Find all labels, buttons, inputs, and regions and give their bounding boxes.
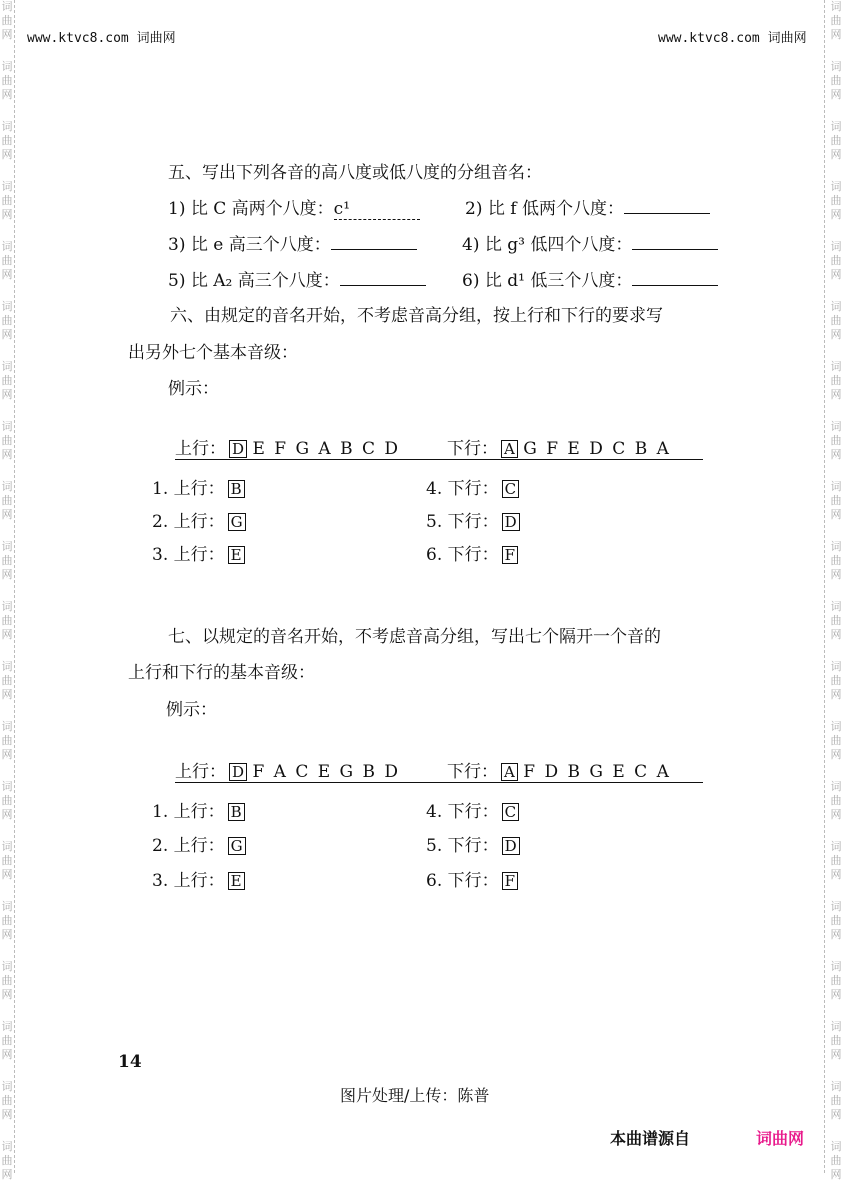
start-note-box: C xyxy=(502,480,519,498)
side-watermark-char: 曲 xyxy=(1,674,13,687)
side-watermark-char: 网 xyxy=(1,28,13,41)
side-watermark-char: 词 xyxy=(830,0,842,13)
side-watermark-char: 曲 xyxy=(1,914,13,927)
side-watermark-char: 网 xyxy=(1,328,13,341)
item-label: 1. 上行： xyxy=(152,479,225,499)
side-watermark-char: 词 xyxy=(1,0,13,13)
side-watermark-char: 曲 xyxy=(1,854,13,867)
example-underline xyxy=(175,782,703,783)
side-watermark-char: 网 xyxy=(830,688,842,701)
side-watermark-char: 网 xyxy=(830,1108,842,1121)
side-watermark-char: 词 xyxy=(1,360,13,373)
side-watermark-char: 网 xyxy=(830,748,842,761)
side-watermark-char: 曲 xyxy=(830,554,842,567)
side-watermark-char: 网 xyxy=(830,808,842,821)
side-watermark-char: 词 xyxy=(1,1080,13,1093)
side-watermark-char: 词 xyxy=(1,60,13,73)
s7-example-down: 下行： A F D B G E C A xyxy=(447,762,671,782)
side-watermark-char: 网 xyxy=(1,268,13,281)
exercise-item xyxy=(426,507,520,532)
example-underline xyxy=(175,459,703,460)
start-note-box: D xyxy=(502,513,520,531)
side-watermark-char: 曲 xyxy=(1,614,13,627)
side-watermark-char: 曲 xyxy=(1,374,13,387)
side-watermark-char: 词 xyxy=(1,900,13,913)
side-watermark-char: 网 xyxy=(1,1168,13,1181)
side-watermark-char: 曲 xyxy=(830,854,842,867)
side-watermark-char: 曲 xyxy=(830,314,842,327)
item-label: 3. 上行： xyxy=(152,871,225,891)
s6-example-up: 上行： D E F G A B C D xyxy=(175,439,401,459)
section6-example-label: 例示： xyxy=(168,379,219,399)
side-watermark-char: 曲 xyxy=(1,734,13,747)
side-watermark-char: 词 xyxy=(1,540,13,553)
exercise-item xyxy=(426,540,518,565)
side-watermark-char: 网 xyxy=(1,1048,13,1061)
side-watermark-char: 曲 xyxy=(830,614,842,627)
side-watermark-char: 网 xyxy=(1,868,13,881)
side-watermark-char: 词 xyxy=(1,300,13,313)
section7-title-line1: 七、以规定的音名开始，不考虑音高分组，写出七个隔开一个音的 xyxy=(168,627,661,647)
answer-field[interactable]: c¹ xyxy=(334,199,420,220)
start-note-box: G xyxy=(228,513,246,531)
side-watermark-char: 词 xyxy=(830,780,842,793)
side-watermark-char: 网 xyxy=(830,88,842,101)
side-watermark-char: 曲 xyxy=(830,134,842,147)
side-watermark-char: 词 xyxy=(1,1140,13,1153)
s6-example-down: 下行： A G F E D C B A xyxy=(447,439,671,459)
side-watermark-char: 曲 xyxy=(830,734,842,747)
side-watermark-char: 曲 xyxy=(830,794,842,807)
side-watermark-char: 曲 xyxy=(1,254,13,267)
side-watermark-char: 网 xyxy=(1,808,13,821)
right-dashed-border xyxy=(824,0,825,1173)
side-watermark-char: 曲 xyxy=(1,494,13,507)
s7-example-up: 上行： D F A C E G B D xyxy=(175,762,401,782)
side-watermark-char: 曲 xyxy=(830,254,842,267)
side-watermark-char: 网 xyxy=(830,628,842,641)
side-watermark-char: 曲 xyxy=(830,374,842,387)
side-watermark-char: 曲 xyxy=(1,434,13,447)
side-watermark-char: 词 xyxy=(830,1020,842,1033)
side-watermark-char: 曲 xyxy=(1,14,13,27)
s5-item-2: 2) 比 f 低两个八度： xyxy=(465,194,710,219)
side-watermark-char: 网 xyxy=(830,1048,842,1061)
side-watermark-char: 曲 xyxy=(830,434,842,447)
start-note-box: E xyxy=(228,872,245,890)
side-watermark-char: 词 xyxy=(830,180,842,193)
side-watermark-char: 词 xyxy=(830,960,842,973)
section7-title-line2: 上行和下行的基本音级： xyxy=(128,663,315,683)
side-watermark-char: 网 xyxy=(830,388,842,401)
section6-title-line2: 出另外七个基本音级： xyxy=(128,343,298,363)
side-watermark-char: 词 xyxy=(1,600,13,613)
s5-item-6: 6) 比 d¹ 低三个八度： xyxy=(462,266,718,291)
side-watermark-char: 词 xyxy=(830,1140,842,1153)
side-watermark-char: 词 xyxy=(1,660,13,673)
side-watermark-char: 网 xyxy=(1,448,13,461)
side-watermark-char: 曲 xyxy=(830,1034,842,1047)
side-watermark-char: 词 xyxy=(830,360,842,373)
side-watermark-char: 曲 xyxy=(830,674,842,687)
side-watermark-char: 词 xyxy=(1,420,13,433)
side-watermark-char: 词 xyxy=(830,300,842,313)
side-watermark-char: 网 xyxy=(830,268,842,281)
answer-field[interactable] xyxy=(331,235,417,250)
exercise-item xyxy=(152,540,245,565)
side-watermark-char: 曲 xyxy=(1,134,13,147)
start-note-box: G xyxy=(228,837,246,855)
side-watermark-char: 网 xyxy=(830,928,842,941)
side-watermark-char: 网 xyxy=(830,868,842,881)
item-label: 2. 上行： xyxy=(152,512,225,532)
side-watermark-char: 曲 xyxy=(830,14,842,27)
start-note-box: F xyxy=(502,546,518,564)
start-note-box: B xyxy=(228,803,245,821)
source-site-link[interactable]: 词曲网 xyxy=(756,1129,805,1148)
answer-field[interactable] xyxy=(632,271,718,286)
side-watermark-char: 词 xyxy=(1,180,13,193)
side-watermark-char: 曲 xyxy=(1,194,13,207)
side-watermark-char: 曲 xyxy=(1,554,13,567)
side-watermark-char: 词 xyxy=(830,420,842,433)
side-watermark-char: 曲 xyxy=(830,1154,842,1167)
side-watermark-char: 网 xyxy=(830,568,842,581)
item-label: 2. 上行： xyxy=(152,836,225,856)
side-watermark-char: 词 xyxy=(830,900,842,913)
s5-item-4: 4) 比 g³ 低四个八度： xyxy=(462,230,718,255)
side-watermark-char: 网 xyxy=(830,988,842,1001)
exercise-item xyxy=(152,831,246,856)
section6-title-line1: 六、由规定的音名开始，不考虑音高分组，按上行和下行的要求写 xyxy=(170,306,663,326)
start-note-box: D xyxy=(502,837,520,855)
s5-item-3: 3) 比 e 高三个八度： xyxy=(168,230,417,255)
exercise-item xyxy=(426,831,520,856)
side-watermark-char: 词 xyxy=(830,480,842,493)
side-watermark-char: 曲 xyxy=(830,74,842,87)
side-watermark-char: 曲 xyxy=(830,974,842,987)
side-watermark-char: 词 xyxy=(830,1080,842,1093)
section7-example-label: 例示： xyxy=(166,700,217,720)
side-watermark-char: 网 xyxy=(1,388,13,401)
side-watermark-char: 词 xyxy=(1,480,13,493)
exercise-item xyxy=(152,474,245,499)
start-note-box: E xyxy=(228,546,245,564)
answer-field[interactable] xyxy=(632,235,718,250)
left-dashed-border xyxy=(14,0,15,1173)
source-label: 本曲谱源自 xyxy=(610,1129,691,1148)
header-watermark-left: www.ktvc8.com 词曲网 xyxy=(27,31,176,46)
side-watermark-char: 网 xyxy=(1,928,13,941)
side-watermark-char: 曲 xyxy=(1,1154,13,1167)
item-label: 6. 下行： xyxy=(426,871,499,891)
answer-field[interactable] xyxy=(624,199,710,214)
side-watermark-char: 网 xyxy=(1,628,13,641)
side-watermark-char: 网 xyxy=(1,1108,13,1121)
side-watermark-char: 网 xyxy=(830,1168,842,1181)
side-watermark-char: 网 xyxy=(1,568,13,581)
side-watermark-char: 词 xyxy=(830,60,842,73)
side-watermark-char: 网 xyxy=(830,28,842,41)
side-watermark-char: 网 xyxy=(830,148,842,161)
side-watermark-char: 网 xyxy=(1,88,13,101)
exercise-item xyxy=(426,797,519,822)
side-watermark-char: 词 xyxy=(830,600,842,613)
side-watermark-char: 曲 xyxy=(830,494,842,507)
side-watermark-char: 曲 xyxy=(1,1034,13,1047)
exercise-item xyxy=(426,866,518,891)
side-watermark-char: 词 xyxy=(1,840,13,853)
side-watermark-char: 网 xyxy=(1,688,13,701)
s5-item-5: 5) 比 A₂ 高三个八度： xyxy=(168,266,426,291)
side-watermark-char: 网 xyxy=(1,508,13,521)
page-number: 14 xyxy=(118,1052,142,1072)
side-watermark-char: 曲 xyxy=(1,974,13,987)
side-watermark-char: 曲 xyxy=(830,1094,842,1107)
item-label: 5. 下行： xyxy=(426,836,499,856)
s5-item-1: 1) 比 C 高两个八度：c¹ xyxy=(168,194,420,220)
side-watermark-char: 曲 xyxy=(1,794,13,807)
side-watermark-char: 网 xyxy=(830,208,842,221)
side-watermark-char: 曲 xyxy=(1,314,13,327)
start-note-box: C xyxy=(502,803,519,821)
side-watermark-char: 网 xyxy=(1,148,13,161)
exercise-item xyxy=(152,797,245,822)
side-watermark-char: 曲 xyxy=(1,1094,13,1107)
side-watermark-char: 词 xyxy=(830,840,842,853)
credit: 图片处理/上传：陈普 xyxy=(340,1086,490,1105)
side-watermark-char: 词 xyxy=(1,780,13,793)
section5-title: 五、写出下列各音的高八度或低八度的分组音名： xyxy=(168,163,542,183)
item-label: 1. 上行： xyxy=(152,802,225,822)
side-watermark-char: 词 xyxy=(830,240,842,253)
side-watermark-char: 词 xyxy=(1,240,13,253)
exercise-item xyxy=(152,507,246,532)
side-watermark-char: 词 xyxy=(830,660,842,673)
start-note-box: F xyxy=(502,872,518,890)
side-watermark-char: 词 xyxy=(830,720,842,733)
side-watermark-char: 词 xyxy=(830,120,842,133)
side-watermark-char: 网 xyxy=(830,448,842,461)
side-watermark-char: 曲 xyxy=(1,74,13,87)
side-watermark-char: 网 xyxy=(1,988,13,1001)
exercise-item xyxy=(152,866,245,891)
side-watermark-char: 网 xyxy=(1,748,13,761)
item-label: 3. 上行： xyxy=(152,545,225,565)
exercise-item xyxy=(426,474,519,499)
header-watermark-right: www.ktvc8.com 词曲网 xyxy=(658,31,807,46)
item-label: 4. 下行： xyxy=(426,802,499,822)
side-watermark-char: 词 xyxy=(1,120,13,133)
side-watermark-char: 词 xyxy=(1,960,13,973)
answer-field[interactable] xyxy=(340,271,426,286)
side-watermark-char: 词 xyxy=(1,1020,13,1033)
side-watermark-char: 网 xyxy=(830,508,842,521)
item-label: 5. 下行： xyxy=(426,512,499,532)
item-label: 4. 下行： xyxy=(426,479,499,499)
item-label: 6. 下行： xyxy=(426,545,499,565)
side-watermark-char: 词 xyxy=(1,720,13,733)
start-note-box: B xyxy=(228,480,245,498)
side-watermark-char: 曲 xyxy=(830,914,842,927)
side-watermark-char: 网 xyxy=(830,328,842,341)
side-watermark-char: 词 xyxy=(830,540,842,553)
side-watermark-char: 曲 xyxy=(830,194,842,207)
side-watermark-char: 网 xyxy=(1,208,13,221)
